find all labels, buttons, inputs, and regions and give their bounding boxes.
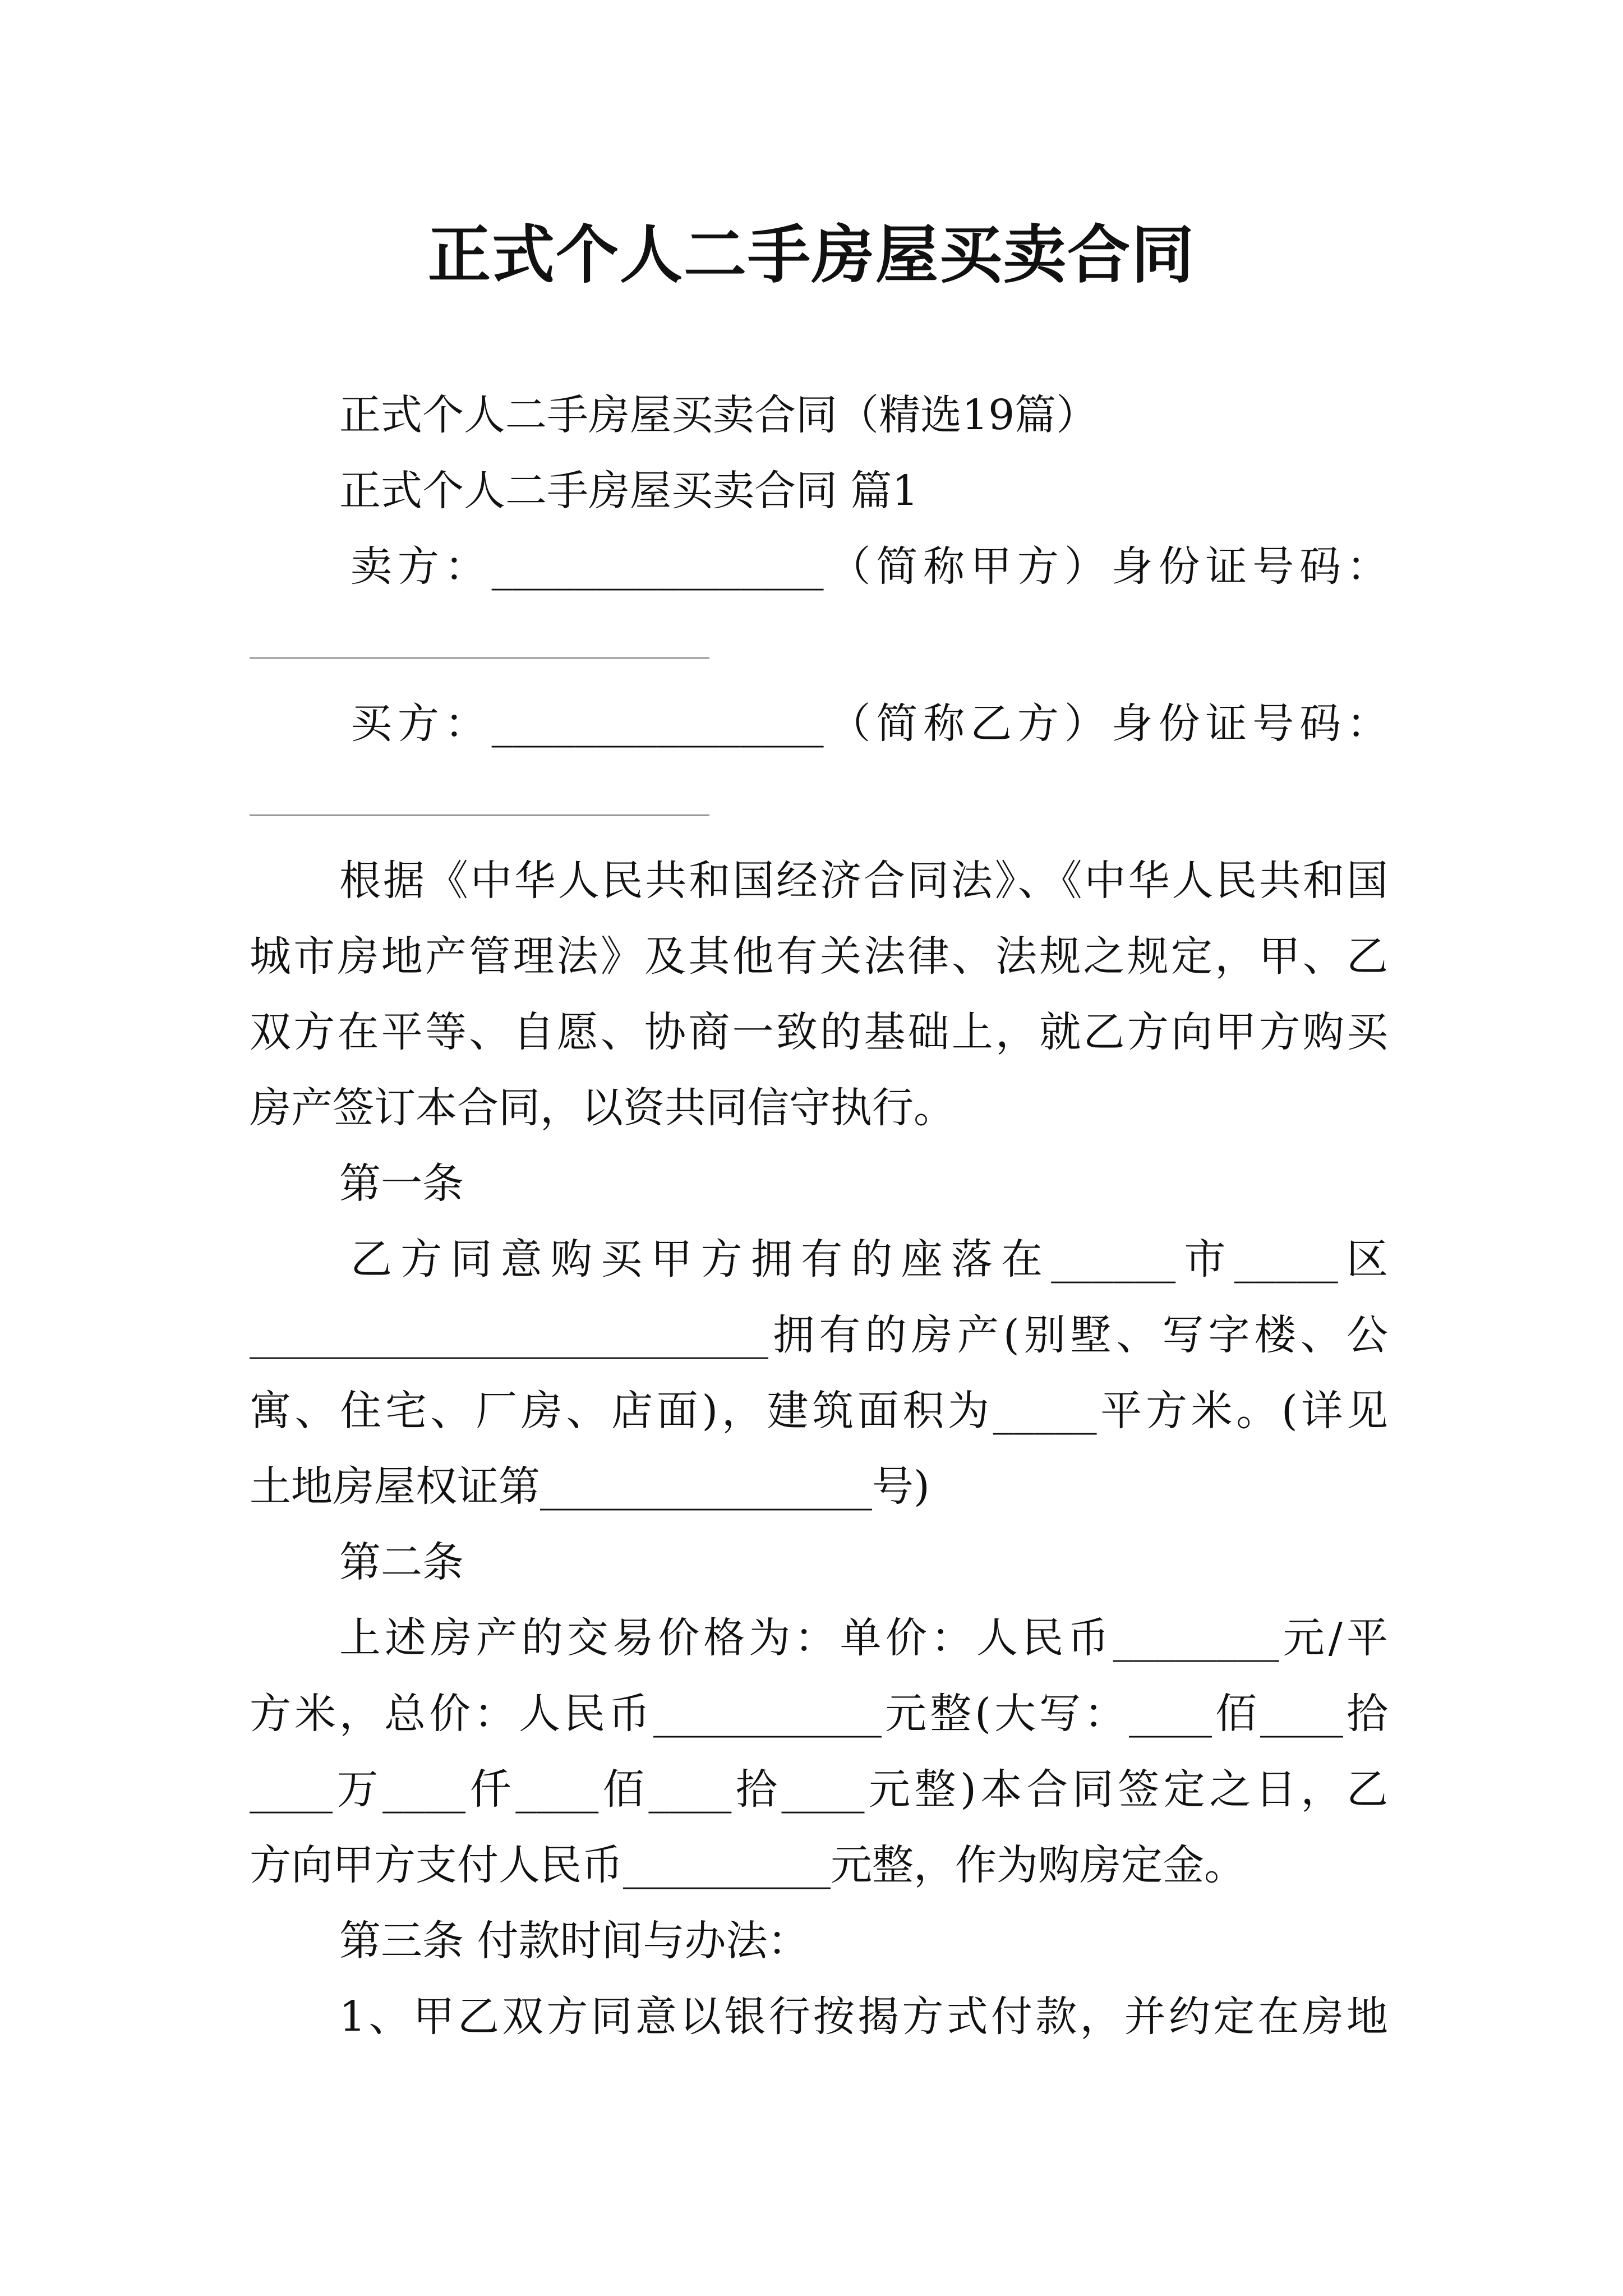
paragraph-line: 房产签订本合同，以资共同信守执行。 [250, 1084, 955, 1132]
seller-line: 卖方：________________（简称甲方）身份证号码： [351, 542, 1388, 591]
paragraph-line: 乙方同意购买甲方拥有的座落在______市_____区 [351, 1235, 1388, 1283]
paragraph-line: 方米，总价：人民币___________元整(大写：____佰____拾 [250, 1690, 1388, 1738]
paragraph-line: 上述房产的交易价格为：单价：人民币________元/平 [339, 1614, 1388, 1662]
subtitle: 正式个人二手房屋买卖合同（精选19篇） [339, 391, 1098, 439]
buyer-line: 买方：________________（简称乙方）身份证号码： [351, 700, 1388, 748]
buyer-id-blank [250, 815, 709, 816]
paragraph-line: 城市房地产管理法》及其他有关法律、法规之规定，甲、乙 [250, 932, 1388, 981]
paragraph-line: _________________________拥有的房产(别墅、写字楼、公 [250, 1311, 1388, 1359]
paragraph-line: 土地房屋权证第________________号) [250, 1462, 930, 1511]
seller-id-blank [250, 657, 709, 659]
document-title: 正式个人二手房屋买卖合同 [428, 218, 1195, 292]
paragraph-line: 寓、住宅、厂房、店面)，建筑面积为_____平方米。(详见 [250, 1387, 1388, 1435]
article-1-heading: 第一条 [339, 1159, 464, 1208]
section-heading: 正式个人二手房屋买卖合同 篇1 [339, 467, 919, 515]
paragraph-line: 1、甲乙双方同意以银行按揭方式付款，并约定在房地 [339, 1993, 1388, 2041]
paragraph-line: ____万____仟____佰____拾____元整)本合同签定之日，乙 [250, 1765, 1388, 1814]
paragraph-line: 方向甲方支付人民币__________元整，作为购房定金。 [250, 1841, 1246, 1889]
article-3-heading: 第三条 付款时间与办法： [339, 1917, 809, 1965]
paragraph-line: 根据《中华人民共和国经济合同法》、《中华人民共和国 [339, 857, 1388, 905]
article-2-heading: 第二条 [339, 1538, 464, 1586]
paragraph-line: 双方在平等、自愿、协商一致的基础上，就乙方向甲方购买 [250, 1008, 1388, 1056]
